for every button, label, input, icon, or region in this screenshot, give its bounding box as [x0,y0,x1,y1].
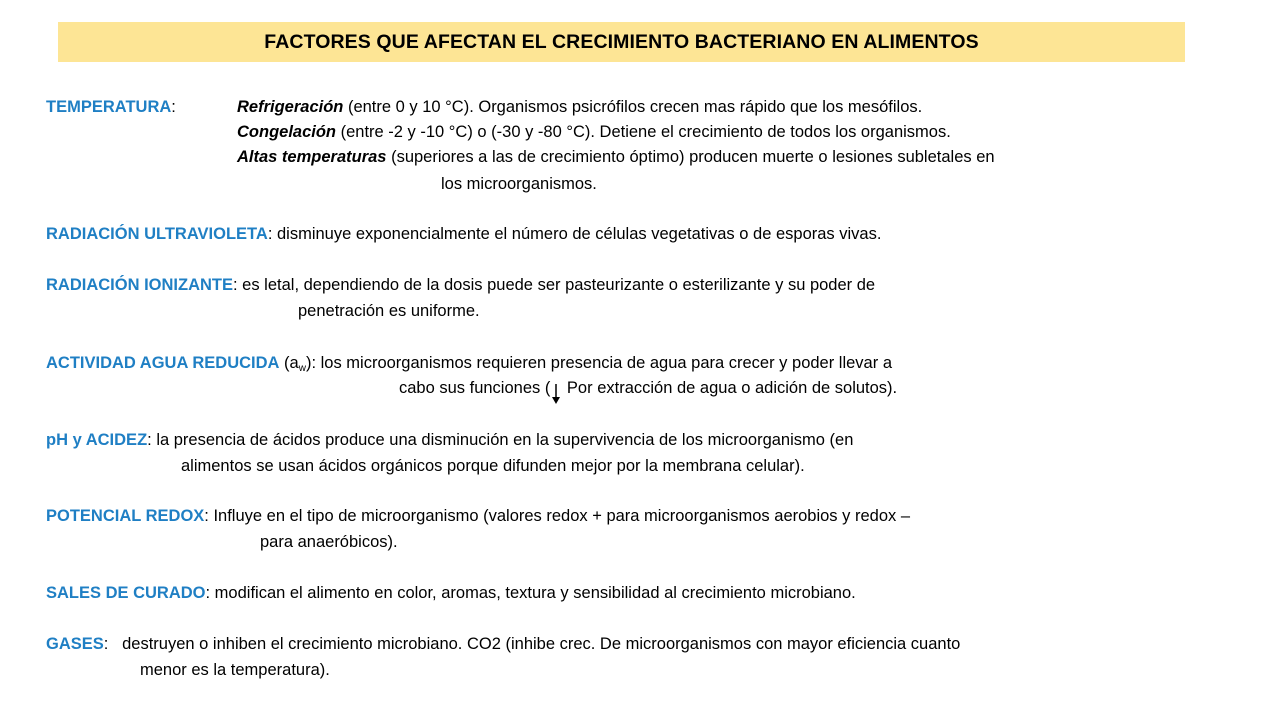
ph-cont: alimentos se usan ácidos orgánicos porque difunden mejor por la membrana celular). [181,457,805,475]
temperatura-colon: : [171,98,176,116]
title-banner [58,22,1185,62]
uv-label: RADIACIÓN ULTRAVIOLETA [46,225,268,243]
gases-label: GASES [46,635,104,653]
temperatura-altas-cont: los microorganismos. [441,175,597,193]
gases-cont: menor es la temperatura). [140,661,330,679]
refrigeracion-text: (entre 0 y 10 °C). Organismos psicrófilos crecen mas rápido que los mesófilos. [343,98,923,116]
temperatura-refrigeracion [237,96,922,118]
sales-label: SALES DE CURADO [46,584,206,602]
temperatura-altas [237,146,995,168]
altas-temperaturas-text: (superiores a las de crecimiento óptimo) producen muerte o lesiones subletales en [386,148,995,166]
ionizante-label: RADIACIÓN IONIZANTE [46,276,233,294]
sales-line [46,582,856,604]
agua-subscript: w [298,363,306,374]
ph-text: : la presencia de ácidos produce una disminución en la supervivencia de los microorganismo (en [147,431,854,449]
temperatura-line-1 [46,96,176,118]
ionizante-cont: penetración es uniforme. [298,302,480,320]
ionizante-line [46,274,875,296]
redox-text: : Influye en el tipo de microorganismo (valores redox + para microorganismos aerobios y redox – [204,507,911,525]
arrow-down-icon [550,377,562,399]
uv-line [46,223,881,245]
temperatura-congelacion [237,121,951,143]
sales-text: : modifican el alimento en color, aromas, textura y sensibilidad al crecimiento microbiano. [205,584,856,602]
congelacion-term: Congelación [237,123,337,141]
agua-text: ): los microorganismos requieren presencia de agua para crecer y poder llevar a [305,354,892,372]
redox-line [46,505,910,527]
gases-text: : destruyen o inhiben el crecimiento microbiano. CO2 (inhibe crec. De microorganismos con mayor eficiencia cuanto [103,635,961,653]
redox-label: POTENCIAL REDOX [46,507,205,525]
agua-cont-a: cabo sus funciones ( [399,379,551,397]
agua-line [46,352,892,380]
agua-cont [399,377,897,399]
agua-cont-b: Por extracción de agua o adición de solutos). [562,379,898,397]
congelacion-text: (entre -2 y -10 °C) o (-30 y -80 °C). Detiene el crecimiento de todos los organismos. [336,123,951,141]
redox-cont: para anaeróbicos). [260,533,398,551]
ionizante-text: : es letal, dependiendo de la dosis puede ser pasteurizante o esterilizante y su poder de [233,276,876,294]
refrigeracion-term: Refrigeración [237,98,344,116]
agua-label: ACTIVIDAD AGUA REDUCIDA [46,354,280,372]
ph-label: pH y ACIDEZ [46,431,148,449]
temperatura-label: TEMPERATURA [46,98,172,116]
page-title: FACTORES QUE AFECTAN EL CRECIMIENTO BACTERIANO EN ALIMENTOS [264,30,979,53]
uv-text: : disminuye exponencialmente el número de células vegetativas o de esporas vivas. [267,225,882,243]
gases-line [46,633,960,655]
altas-temperaturas-term: Altas temperaturas [237,148,387,166]
ph-line [46,429,853,451]
agua-paren: (a [279,354,299,372]
